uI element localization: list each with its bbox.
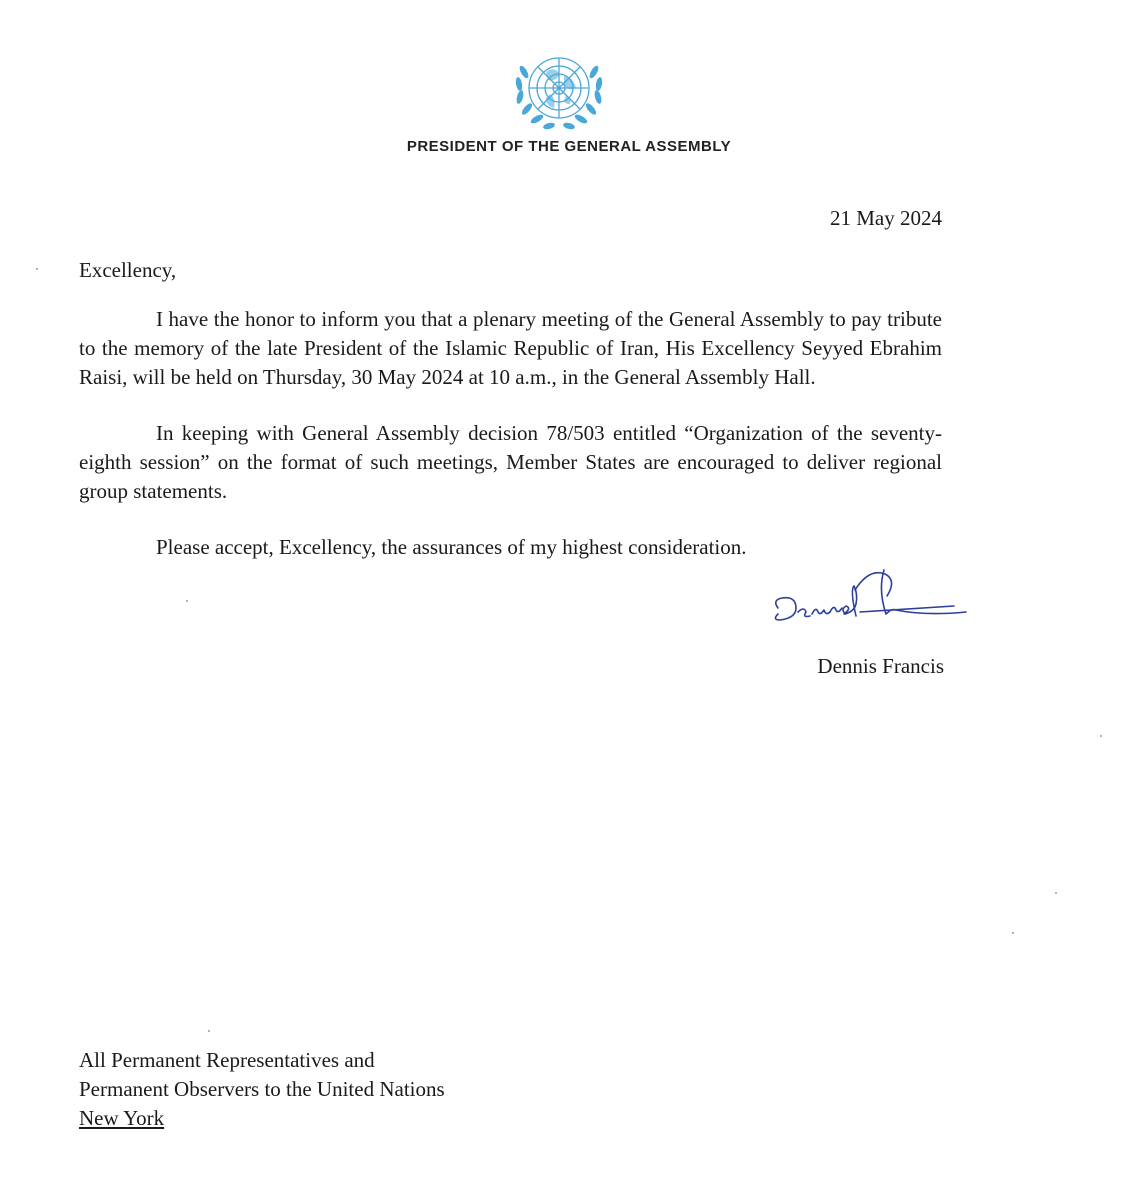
letter-date: 21 May 2024: [830, 206, 942, 230]
scan-speck: [36, 268, 38, 270]
recipients-line-1: All Permanent Representatives and: [79, 1048, 375, 1072]
paragraph-closing: Please accept, Excellency, the assurances of my highest consideration.: [156, 535, 747, 559]
handwritten-signature: [760, 560, 980, 640]
paragraph-meeting-notice: I have the honor to inform you that a plenary meeting of the General Assembly to pay tribute to the memory of the late President of the Islamic Republic of Iran, His Excellency Seyyed Ebrahim Raisi, will be held on Thursday, 30 May 2024 at 10 a.m., in the General Assembly Hall.: [79, 307, 942, 389]
recipients-block: [79, 1046, 445, 1133]
letterhead-title: PRESIDENT OF THE GENERAL ASSEMBLY: [406, 138, 732, 155]
scan-speck: [1055, 892, 1057, 894]
scan-speck: [1100, 735, 1102, 737]
un-emblem-icon: [504, 42, 614, 142]
salutation: Excellency,: [79, 258, 177, 282]
scan-speck: [186, 600, 188, 602]
recipients-city: New York: [79, 1106, 165, 1130]
recipients-line-2: Permanent Observers to the United Nations: [79, 1077, 445, 1101]
scan-speck: [1012, 932, 1014, 934]
paragraph-format-decision: In keeping with General Assembly decision 78/503 entitled “Organization of the seventy-eighth session” on the format of such meetings, Member States are encouraged to deliver regional group statements.: [79, 421, 942, 503]
scan-speck: [208, 1030, 210, 1032]
signer-name: Dennis Francis: [817, 654, 944, 678]
